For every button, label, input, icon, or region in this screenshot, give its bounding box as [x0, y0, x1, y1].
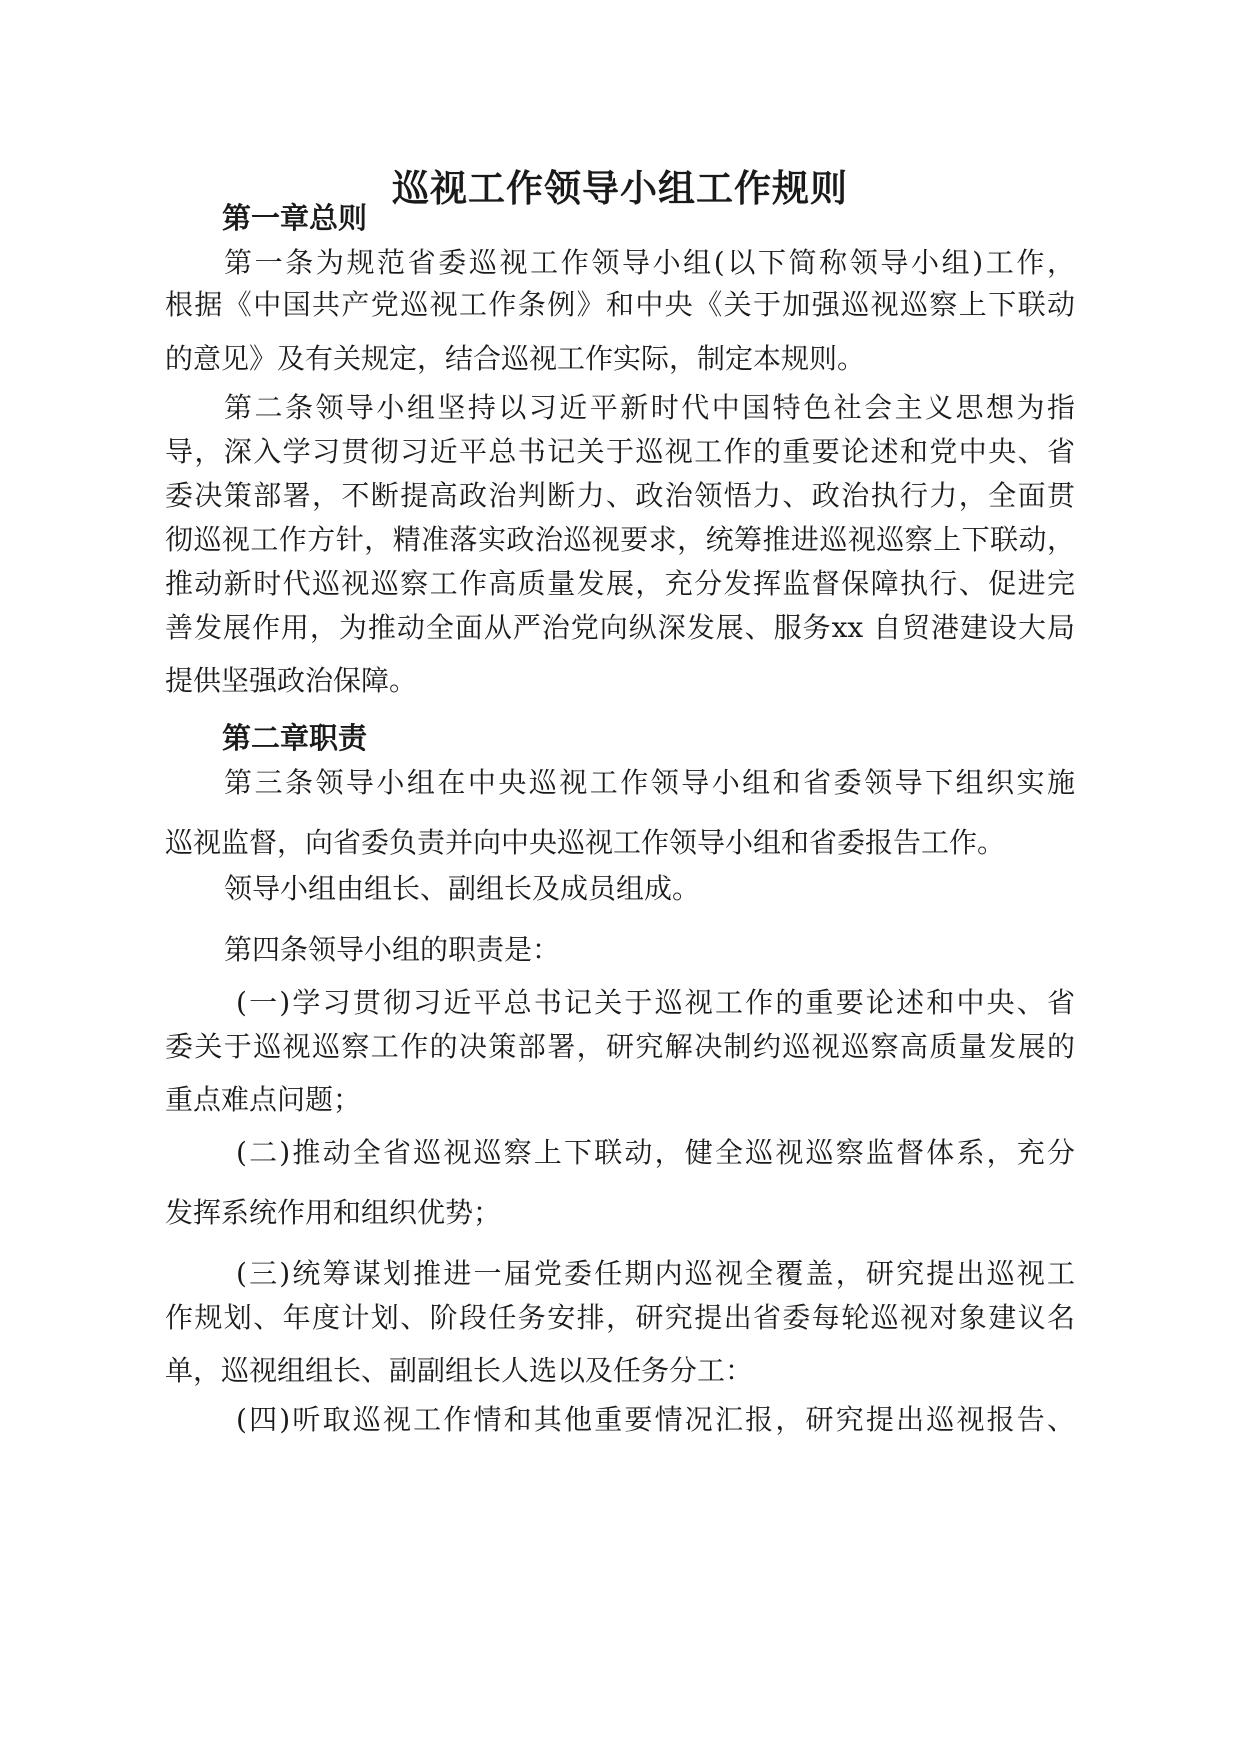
paragraph-line: 第三条领导小组在中央巡视工作领导小组和省委领导下组织实施 [224, 766, 1075, 799]
paragraph-line: (四)听取巡视工作情和其他重要情况汇报，研究提出巡视报告、 [236, 1403, 1075, 1436]
paragraph-line: 委决策部署，不断提高政治判断力、政治领悟力、政治执行力，全面贯 [165, 479, 1075, 512]
paragraph-line: 单，巡视组组长、副副组长人选以及任务分工： [165, 1354, 754, 1387]
paragraph-line: 提供坚强政治保障。 [165, 664, 418, 697]
paragraph-line: 彻巡视工作方针，精准落实政治巡视要求，统筹推进巡视巡察上下联动， [165, 523, 1075, 556]
chapter-heading-2: 第二章职责 [222, 721, 368, 755]
paragraph-line: (二)推动全省巡视巡察上下联动，健全巡视巡察监督体系，充分 [236, 1136, 1075, 1169]
chapter-heading-1: 第一章总则 [222, 201, 368, 235]
paragraph-line: 发挥系统作用和组织优势； [165, 1196, 502, 1229]
paragraph-line: 重点难点问题； [165, 1083, 362, 1116]
paragraph-line: 第四条领导小组的职责是： [224, 933, 561, 966]
paragraph-line: 根据《中国共产党巡视工作条例》和中央《关于加强巡视巡察上下联动 [165, 288, 1075, 321]
paragraph-line: 导，深入学习贯彻习近平总书记关于巡视工作的重要论述和党中央、省 [165, 435, 1075, 468]
paragraph-line: 巡视监督，向省委负责并向中央巡视工作领导小组和省委报告工作。 [165, 826, 1006, 859]
paragraph-line: 委关于巡视巡察工作的决策部署，研究解决制约巡视巡察高质量发展的 [165, 1030, 1075, 1063]
paragraph-line: (三)统筹谋划推进一届党委任期内巡视全覆盖，研究提出巡视工 [236, 1257, 1075, 1290]
paragraph-line: 领导小组由组长、副组长及成员组成。 [224, 872, 701, 905]
paragraph-line: 推动新时代巡视巡察工作高质量发展，充分发挥监督保障执行、促进完 [165, 567, 1075, 600]
paragraph-line: 善发展作用，为推动全面从严治党向纵深发展、服务xx 自贸港建设大局 [165, 611, 1075, 644]
document-title: 巡视工作领导小组工作规则 [392, 166, 848, 210]
paragraph-line: 的意见》及有关规定，结合巡视工作实际，制定本规则。 [165, 342, 866, 375]
paragraph-line: 作规划、年度计划、阶段任务安排，研究提出省委每轮巡视对象建议名 [165, 1301, 1075, 1334]
paragraph-line: 第二条领导小组坚持以习近平新时代中国特色社会主义思想为指 [224, 391, 1075, 424]
paragraph-line: (一)学习贯彻习近平总书记关于巡视工作的重要论述和中央、省 [236, 986, 1075, 1019]
paragraph-line: 第一条为规范省委巡视工作领导小组(以下简称领导小组)工作， [224, 246, 1075, 279]
